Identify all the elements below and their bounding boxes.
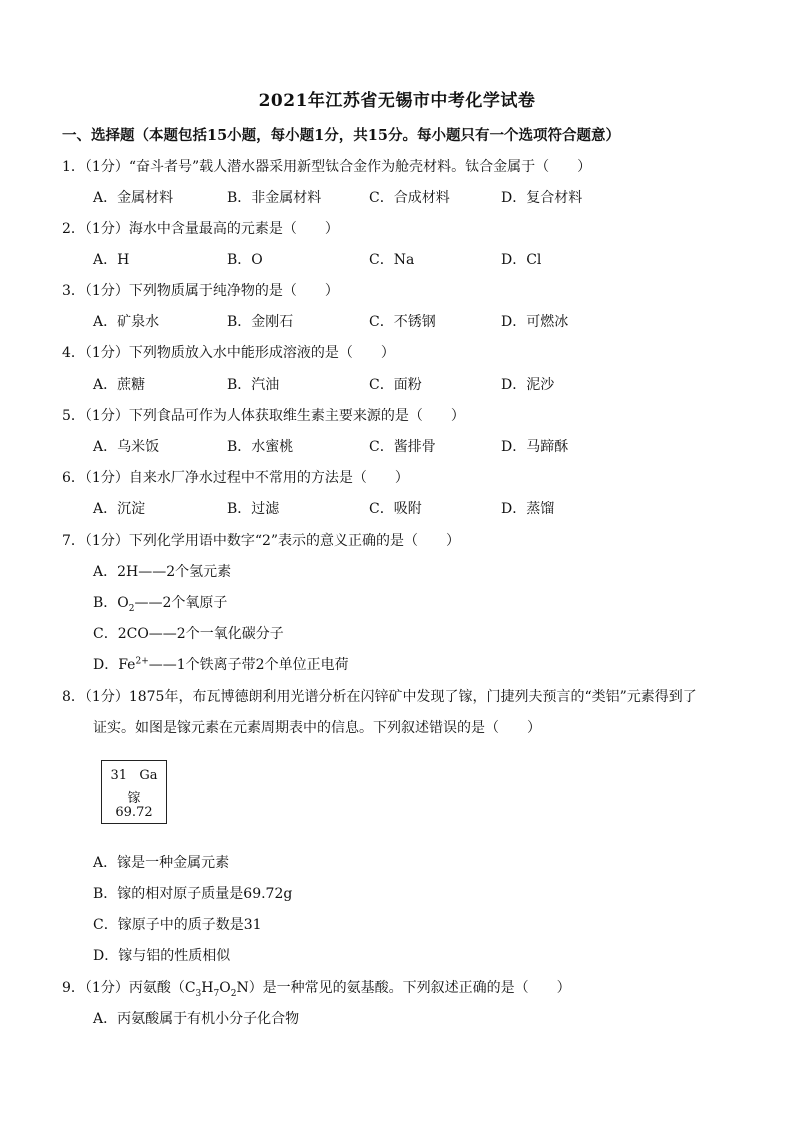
question-4-stem: 4．（1分）下列物质放入水中能形成溶液的是（ ）	[62, 345, 395, 361]
question-8-stem-continued: 证实。如图是镓元素在元素周期表中的信息。下列叙述错误的是（ ）	[93, 720, 541, 736]
option-c: C．合成材料	[369, 190, 450, 206]
question-7-stem: 7．（1分）下列化学用语中数字“2”表示的意义正确的是（ ）	[62, 533, 461, 549]
option-a: A．H	[93, 252, 130, 268]
option-d: D．马蹄酥	[501, 439, 569, 455]
option-a: A．2H——2个氢元素	[93, 564, 232, 580]
option-a: A．丙氨酸属于有机小分子化合物	[93, 1011, 300, 1027]
option-b: B．O	[227, 252, 263, 268]
question-3-stem: 3．（1分）下列物质属于纯净物的是（ ）	[62, 283, 339, 299]
atomic-number: 31	[110, 768, 127, 783]
element-number-symbol	[102, 768, 166, 783]
option-d: D．蒸馏	[501, 501, 555, 517]
element-name: 镓	[127, 791, 141, 806]
option-b-text: B．O	[93, 595, 129, 611]
subscript: 2	[128, 603, 135, 614]
question-8-stem: 8．（1分）1875年，布瓦博德朗利用光谱分析在闪锌矿中发现了镓，门捷列夫预言的“类铝”元素得到了	[62, 689, 697, 705]
page-title: 2021年江苏省无锡市中考化学试卷	[258, 91, 536, 111]
option-c: C．吸附	[369, 501, 422, 517]
option-a: A．蔗糖	[93, 377, 146, 393]
subscript: 3	[195, 988, 202, 999]
question-2-stem: 2．（1分）海水中含量最高的元素是（ ）	[62, 221, 339, 237]
option-a: A．矿泉水	[93, 314, 160, 330]
option-a: A．沉淀	[93, 501, 146, 517]
option-b: B．汽油	[227, 377, 280, 393]
question-6-stem: 6．（1分）自来水厂净水过程中不常用的方法是（ ）	[62, 470, 409, 486]
subscript: 7	[213, 988, 220, 999]
stem-part: H	[201, 980, 214, 996]
option-b: B．金刚石	[227, 314, 294, 330]
option-b: B．水蜜桃	[227, 439, 294, 455]
option-d: D．可燃冰	[501, 314, 569, 330]
option-d: D．泥沙	[501, 377, 555, 393]
option-c: C．酱排骨	[369, 439, 436, 455]
option-b: B．非金属材料	[227, 190, 322, 206]
option-a: A．乌米饭	[93, 439, 160, 455]
option-b	[93, 592, 227, 614]
option-c: C．2CO——2个一氧化碳分子	[93, 626, 284, 642]
option-a: A．镓是一种金属元素	[93, 855, 230, 871]
option-c: C．镓原子中的质子数是31	[93, 917, 262, 933]
question-9-stem	[62, 977, 571, 999]
question-1-stem: 1．（1分）“奋斗者号”载人潜水器采用新型钛合金作为舱壳材料。钛合金属于（ ）	[62, 159, 592, 175]
question-5-stem: 5．（1分）下列食品可作为人体获取维生素主要来源的是（ ）	[62, 408, 465, 424]
option-c: C．不锈钢	[369, 314, 436, 330]
periodic-table-cell	[101, 760, 167, 824]
option-d: D．复合材料	[501, 190, 583, 206]
option-d	[93, 654, 349, 674]
stem-part: O	[219, 980, 231, 996]
stem-part: 9．（1分）丙氨酸（C	[62, 980, 196, 996]
option-b-text-rest: ——2个氧原子	[134, 595, 228, 611]
option-a: A．金属材料	[93, 190, 174, 206]
option-d: D．镓与铝的性质相似	[93, 948, 231, 964]
superscript: 2+	[135, 656, 149, 667]
atomic-mass: 69.72	[115, 805, 153, 820]
option-d-text-rest: ——1个铁离子带2个单位正电荷	[148, 657, 349, 673]
subscript: 2	[230, 988, 237, 999]
option-c: C．面粉	[369, 377, 422, 393]
option-c: C．Na	[369, 252, 415, 268]
stem-part: N）是一种常见的氨基酸。下列叙述正确的是（ ）	[236, 980, 571, 996]
option-d: D．Cl	[501, 252, 542, 268]
option-d-text: D．Fe	[93, 657, 136, 673]
section-header: 一、选择题（本题包括15小题，每小题1分，共15分。每小题只有一个选项符合题意）	[62, 127, 620, 144]
element-symbol: Ga	[139, 768, 158, 783]
option-b: B．镓的相对原子质量是69.72g	[93, 886, 293, 902]
option-b: B．过滤	[227, 501, 280, 517]
